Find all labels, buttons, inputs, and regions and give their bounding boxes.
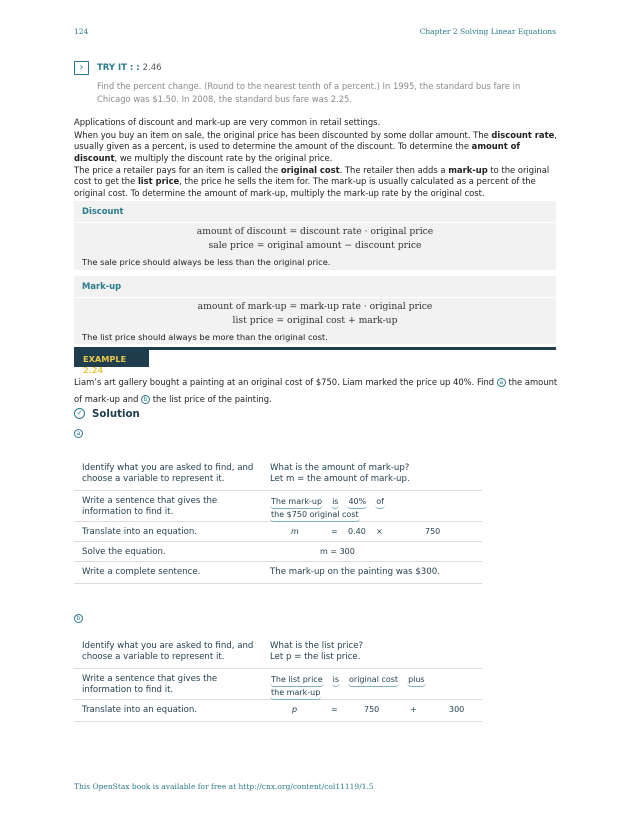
discount-equation-1: amount of discount = discount rate · original price <box>196 225 434 237</box>
page-number: 124 <box>74 27 89 36</box>
footer-text: This OpenStax book is available for free at http://cnx.org/content/col11119/1.5 <box>74 782 374 791</box>
word-sentence: The mark-up is 40% ofthe $750 original cost <box>270 496 482 522</box>
try-it-number: 2.46 <box>142 63 162 73</box>
intro-paragraph: Applications of discount and mark-up are very common in retail settings. <box>74 117 381 127</box>
step-label: Identify what you are asked to find, and choose a variable to represent it. <box>82 641 254 662</box>
example-tag: EXAMPLE 2.24 <box>74 350 149 367</box>
table-row <box>74 669 482 700</box>
step-label: Solve the equation. <box>82 547 166 557</box>
markup-note: The list price should always be more than the original cost. <box>82 331 328 342</box>
check-circle-icon[interactable]: ✓ <box>74 408 85 419</box>
solution-title: Solution <box>92 409 140 420</box>
example-text: Liam’s art gallery bought a painting at an original cost of $750. Liam marked the price up 40%. Find a the amount of mark-up and b the list price of the painting. <box>74 377 558 404</box>
step-label: Write a complete sentence. <box>82 567 201 577</box>
markup-heading: Mark-up <box>74 276 556 298</box>
try-it-label: TRY IT : : <box>97 63 140 73</box>
word-sentence: The list price is original cost plusthe mark-up <box>270 674 482 700</box>
discount-note: The sale price should always be less than the original price. <box>82 256 331 267</box>
step-label: Write a sentence that gives the information to find it. <box>82 496 218 517</box>
work-line: What is the list price? <box>270 641 364 651</box>
marker-a-icon: a <box>497 378 506 387</box>
markup-equation-2: list price = original cost + mark-up <box>232 315 398 327</box>
chevron-right-icon[interactable]: › <box>74 61 89 75</box>
work-line: Let p = the list price. <box>270 652 361 662</box>
discount-box <box>74 201 556 270</box>
part-b-table <box>74 636 482 722</box>
discount-paragraph: When you buy an item on sale, the original price has been discounted by some dollar amount. The discount rate, usually given as a percent, is used to determine the amount of the discount. To determine the amount of discount, we multiply the discount rate by the original price. <box>74 130 557 163</box>
markup-equation-1: amount of mark-up = mark-up rate · original price <box>197 300 433 312</box>
table-row <box>74 636 482 669</box>
try-it-title <box>97 63 162 74</box>
answer-sentence: The mark-up on the painting was $300. <box>270 567 440 577</box>
try-it-text: Find the percent change. (Round to the nearest tenth of a percent.) In 1995, the standard bus fare in Chicago was $1.50. In 2008, the standard bus fare was 2.25. <box>97 81 521 104</box>
part-a-table <box>74 458 482 584</box>
step-label: Write a sentence that gives the information to find it. <box>82 674 218 695</box>
work-line: What is the amount of mark-up? <box>270 463 410 473</box>
solution-value: m = 300 <box>320 547 355 556</box>
table-row <box>74 562 482 584</box>
table-row <box>74 542 482 562</box>
table-row <box>74 491 482 522</box>
table-row <box>74 458 482 491</box>
step-label: Translate into an equation. <box>82 705 198 715</box>
table-row: Translate into an equation. m = 0.40 × 750 <box>74 522 482 542</box>
part-a-marker-icon: a <box>74 429 83 438</box>
step-label: Identify what you are asked to find, and choose a variable to represent it. <box>82 463 254 484</box>
markup-box <box>74 276 556 344</box>
chapter-title: Chapter 2 Solving Linear Equations <box>419 27 556 36</box>
markup-paragraph: The price a retailer pays for an item is called the original cost. The retailer then adds a mark-up to the original cost to get the list price, the price he sells the item for. The mark-up is usually calculated as a percent of the original cost. To determine the amount of mark-up, multiply the mark-up rate by the original cost. <box>74 165 550 198</box>
part-b-marker-icon: b <box>74 614 83 623</box>
work-line: Let m = the amount of mark-up. <box>270 474 410 484</box>
table-row: Translate into an equation. p = 750 + 300 <box>74 700 482 722</box>
discount-heading: Discount <box>74 201 556 223</box>
marker-b-icon: b <box>141 395 150 404</box>
discount-equation-2: sale price = original amount − discount price <box>208 240 422 252</box>
step-label: Translate into an equation. <box>82 527 198 537</box>
